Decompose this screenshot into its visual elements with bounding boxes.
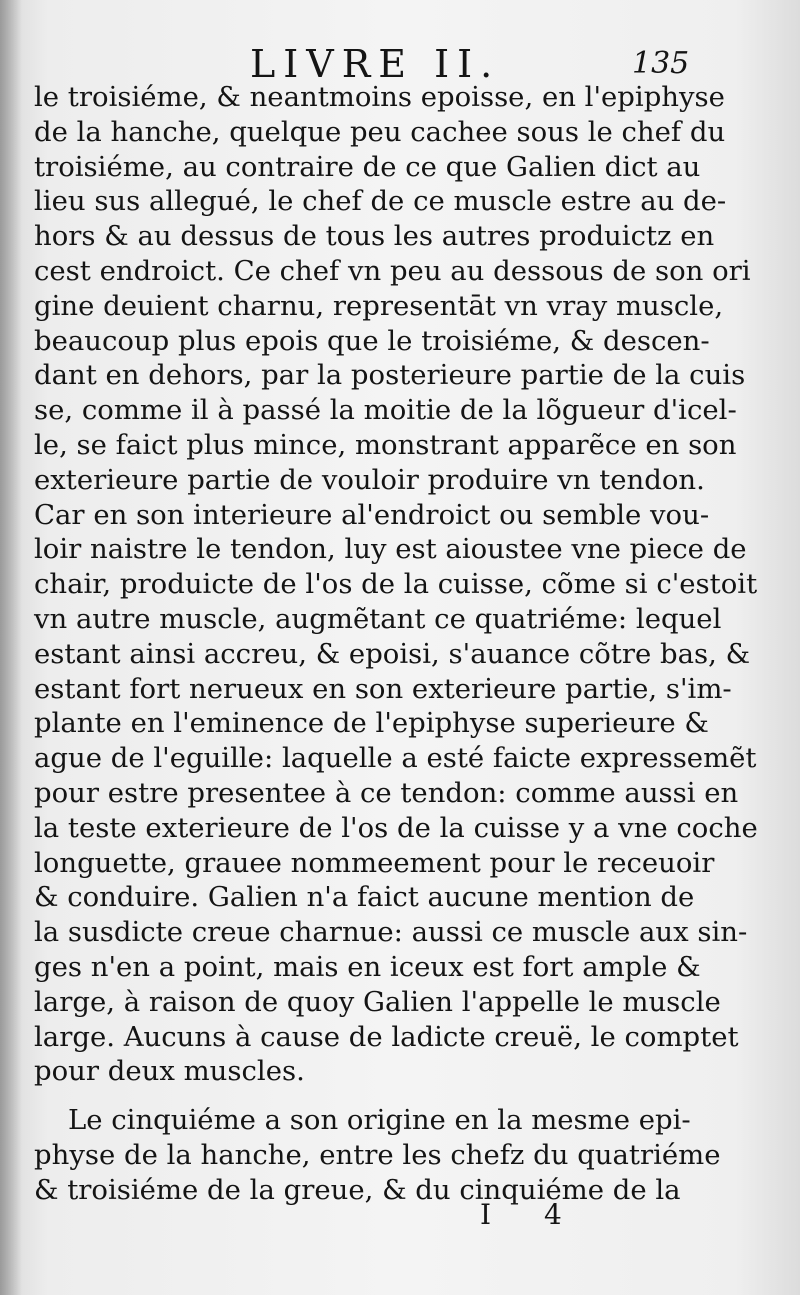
text-line: hors & au dessus de tous les autres produictz en [34,220,715,253]
page-number: 135 [632,46,690,81]
text-line: pour deux muscles. [34,1055,305,1088]
text-line: estant ainsi accreu, & epoisi, s'auance cõtre bas, & [34,637,751,670]
text-line: ges n'en a point, mais en iceux est fort ample & [34,950,701,983]
text-line: ague de l'eguille: laquelle a esté faicte expressemẽt [34,742,757,775]
text-line: cest endroict. Ce chef vn peu au dessous de son ori [34,254,751,287]
text-line: lieu sus allegué, le chef de ce muscle estre au de- [34,185,727,218]
text-line: beaucoup plus epois que le troisiéme, & descen- [34,324,710,357]
text-line: exterieure partie de vouloir produire vn tendon. [34,463,705,496]
text-line: plante en l'eminence de l'epiphyse superieure & [34,707,709,740]
text-line: de la hanche, quelque peu cachee sous le chef du [34,115,726,148]
text-line: large. Aucuns à cause de ladicte creuë, le comptet [34,1020,739,1053]
text-line: se, comme il à passé la moitie de la lõgueur d'icel- [34,394,737,427]
text-line: loir naistre le tendon, luy est aioustee vne piece de [34,533,747,566]
text-line: la susdicte creue charnue: aussi ce muscle aux sin- [34,916,748,949]
text-line: longuette, grauee nommeement pour le receuoir [34,846,715,879]
text-line: large, à raison de quoy Galien l'appelle le muscle [34,985,721,1018]
text-line: le troisiéme, & neantmoins epoisse, en l'epiphyse [34,81,725,113]
text-line: troisiéme, au contraire de ce que Galien dict au [34,150,701,183]
text-line: vn autre muscle, augmẽtant ce quatriéme: lequel [34,602,722,635]
signature-mark: I 4 [480,1198,584,1231]
paragraph-gap [34,1089,654,1103]
text-line: la teste exterieure de l'os de la cuisse y a vne coche [34,811,758,844]
paragraph-start-line: Le cinquiéme a son origine en la mesme epi- [68,1104,691,1137]
text-line: pour estre presentee à ce tendon: comme aussi en [34,776,739,809]
text-line: & conduire. Galien n'a faict aucune mention de [34,881,695,914]
spine-shadow [0,0,22,1295]
text-line: dant en dehors, par la posterieure partie de la cuis [34,359,746,392]
text-line: le, se faict plus mince, monstrant apparẽce en son [34,428,737,461]
text-line: Car en son interieure al'endroict ou semble vou- [34,498,710,531]
text-line: gine deuient charnu, representāt vn vray muscle, [34,289,724,322]
text-line: chair, produicte de l'os de la cuisse, cõme si c'estoit [34,568,758,601]
text-line: estant fort nerueux en son exterieure partie, s'im- [34,672,732,705]
text-line: & troisiéme de la greue, & du cinquiéme de la [34,1173,681,1206]
text-block [34,80,758,1208]
running-title: LIVRE II. [250,42,501,86]
text-line: physe de la hanche, entre les chefz du quatriéme [34,1138,721,1171]
